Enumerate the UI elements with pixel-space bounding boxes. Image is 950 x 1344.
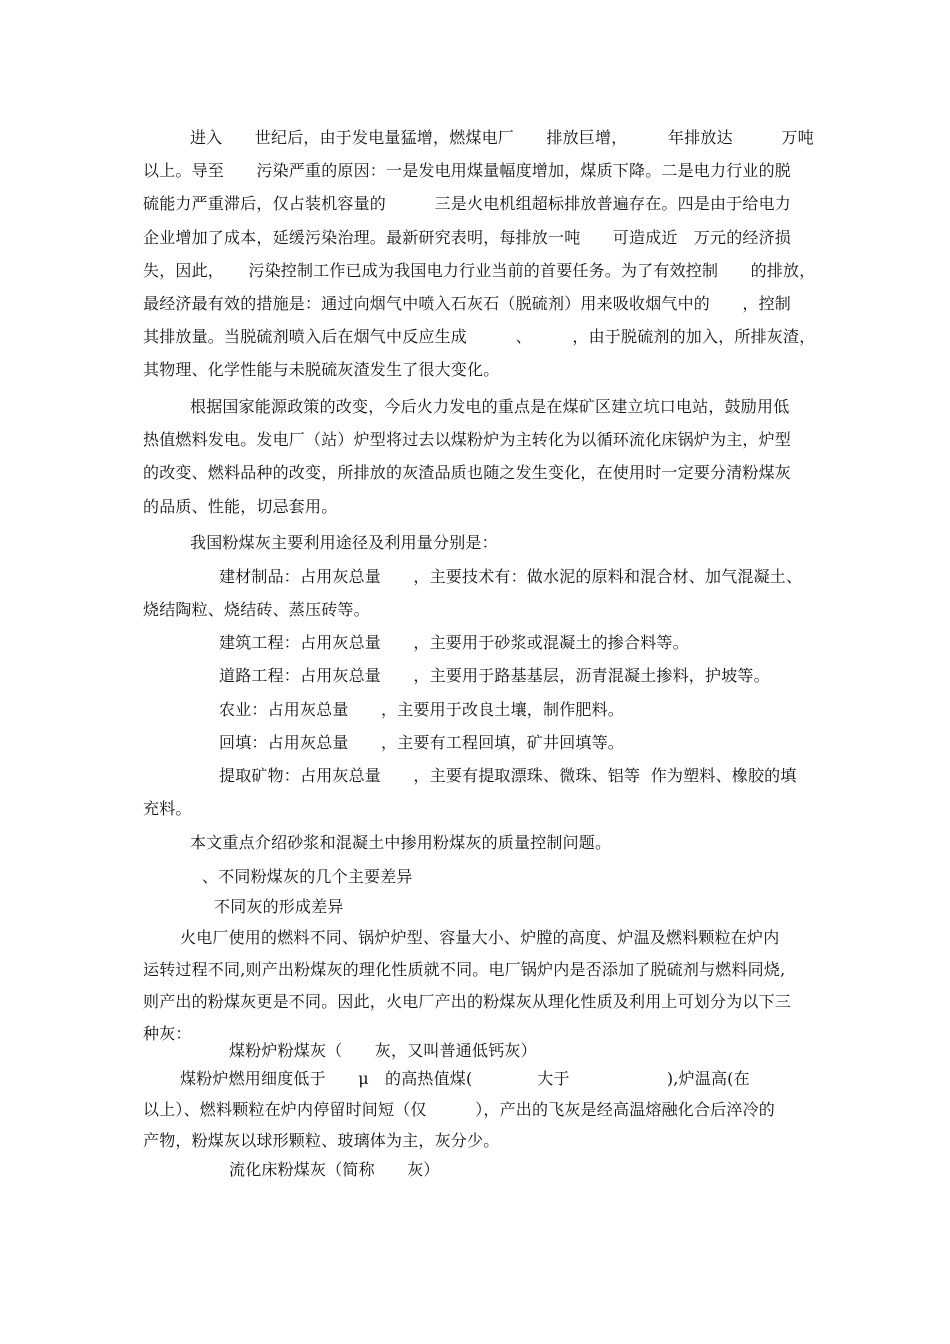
para2-line4: 的品质、性能，切忌套用。	[143, 497, 338, 516]
para4-line2: 以上）、燃料颗粒在炉内停留时间短（仅 ），产出的飞灰是经高温熔融化合后淬冷的	[143, 1100, 776, 1119]
focus-statement: 本文重点介绍砂浆和混凝土中掺用粉煤灰的质量控制问题。	[190, 833, 612, 852]
usage-backfill: 回填：占用灰总量 ，主要有工程回填，矿井回填等。	[219, 733, 625, 752]
para1-line5: 失，因此， 污染控制工作已成为我国电力行业当前的首要任务。为了有效控制 的排放，	[143, 261, 816, 280]
usage-agriculture: 农业：占用灰总量 ，主要用于改良土壤，制作肥料。	[219, 700, 625, 719]
para2-line3: 的改变、燃料品种的改变，所排放的灰渣品质也随之发生变化，在使用时一定要分清粉煤灰	[143, 463, 792, 482]
para4-line1: 煤粉炉燃用细度低于 μ 的高热值煤( 大于 ),炉温高(在	[180, 1069, 750, 1088]
para3-line4: 种灰：	[143, 1024, 192, 1043]
para3-line3: 则产出的粉煤灰更是不同。因此，火电厂产出的粉煤灰从理化性质及利用上可划分为以下三	[143, 992, 792, 1011]
para1-line1: 进入 世纪后，由于发电量猛增，燃煤电厂 排放巨增， 年排放达 万吨	[190, 128, 814, 147]
para3-line2: 运转过程不同,则产出粉煤灰的理化性质就不同。电厂锅炉内是否添加了脱硫剂与燃料同烧,	[143, 960, 786, 979]
section-heading: 、不同粉煤灰的几个主要差异	[202, 867, 413, 886]
para1-line4: 企业增加了成本，延缓污染治理。最新研究表明，每排放一吨 可造成近 万元的经济损	[143, 228, 792, 247]
usage-building-materials: 建材制品：占用灰总量 ，主要技术有：做水泥的原料和混合材、加气混凝土、	[219, 567, 803, 586]
para1-line6: 最经济最有效的措施是：通过向烟气中喷入石灰石（脱硫剂）用来吸收烟气中的 ，控制	[143, 294, 792, 313]
para1-line7: 其排放量。当脱硫剂喷入后在烟气中反应生成 、 ，由于脱硫剂的加入，所排灰渣，	[143, 327, 816, 346]
usage-mineral-extraction-cont: 充料。	[143, 799, 192, 818]
para2-line1: 根据国家能源政策的改变，今后火力发电的重点是在煤矿区建立坑口电站，鼓励用低	[190, 397, 790, 416]
para1-line8: 其物理、化学性能与未脱硫灰渣发生了很大变化。	[143, 360, 500, 379]
para2-line2: 热值燃料发电。发电厂（站）炉型将过去以煤粉炉为主转化为以循环流化床锅炉为主，炉型	[143, 430, 792, 449]
para4-line3: 产物，粉煤灰以球形颗粒、玻璃体为主，灰分少。	[143, 1131, 500, 1150]
pc-ash-heading: 煤粉炉粉煤灰（ 灰，又叫普通低钙灰）	[229, 1041, 537, 1060]
usage-building-materials-cont: 烧结陶粒、烧结砖、蒸压砖等。	[143, 600, 370, 619]
para1-line2: 以上。导至 污染严重的原因：一是发电用煤量幅度增加，煤质下降。二是电力行业的脱	[143, 161, 792, 180]
usage-road: 道路工程：占用灰总量 ，主要用于路基基层，沥青混凝土掺料，护坡等。	[219, 666, 770, 685]
cfb-ash-heading: 流化床粉煤灰（简称 灰）	[229, 1160, 440, 1179]
usage-mineral-extraction: 提取矿物：占用灰总量 ，主要有提取漂珠、微珠、铝等 作为塑料、橡胶的填	[219, 766, 797, 785]
subsection-heading: 不同灰的形成差异	[214, 897, 344, 916]
usage-intro: 我国粉煤灰主要利用途径及利用量分别是：	[190, 533, 498, 552]
para3-line1: 火电厂使用的燃料不同、锅炉炉型、容量大小、炉膛的高度、炉温及燃料颗粒在炉内	[180, 928, 780, 947]
usage-construction: 建筑工程：占用灰总量 ，主要用于砂浆或混凝土的掺合料等。	[219, 633, 689, 652]
para1-line3: 硫能力严重滞后，仅占装机容量的 三是火电机组超标排放普遍存在。四是由于给电力	[143, 194, 792, 213]
